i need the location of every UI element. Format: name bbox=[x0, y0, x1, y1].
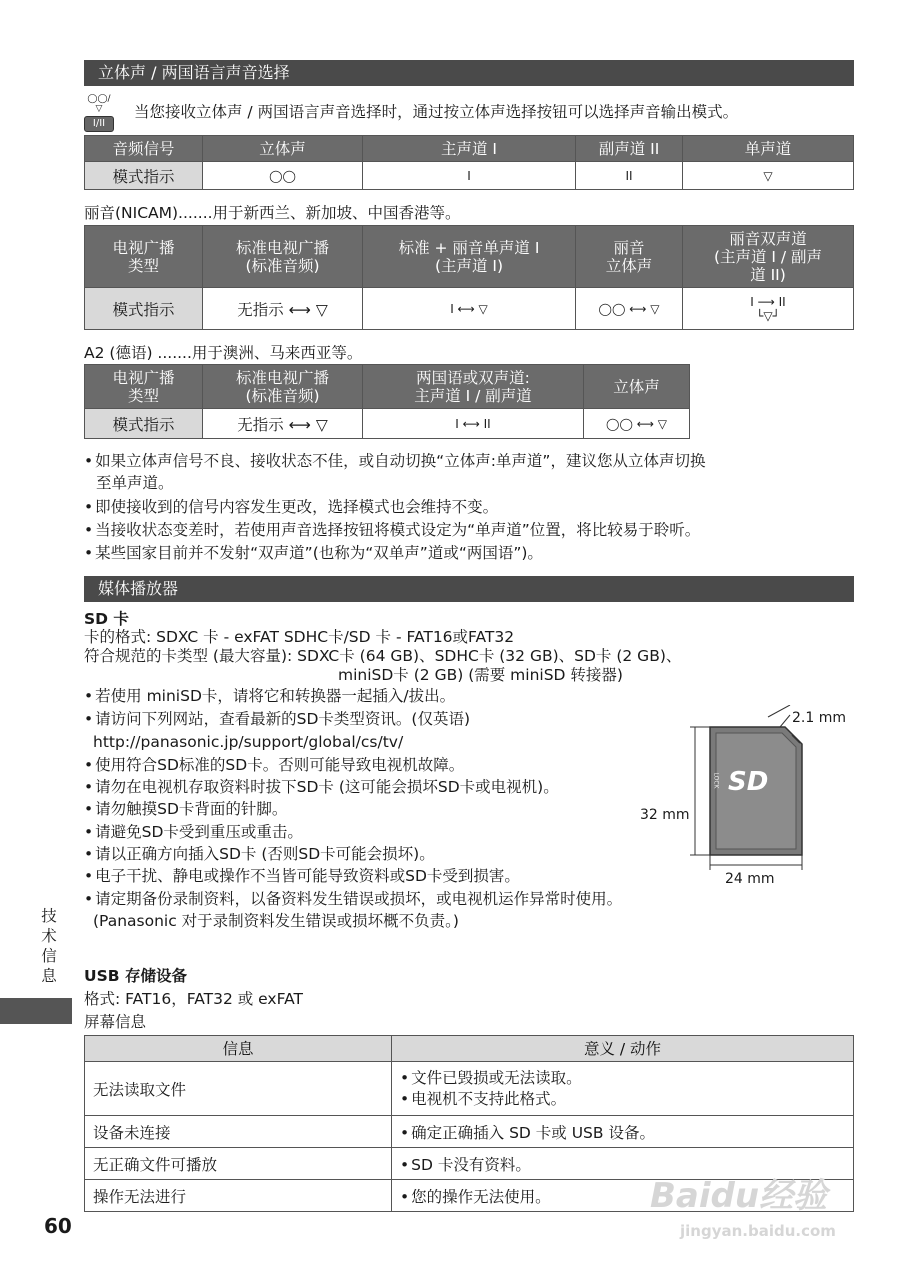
side-tab-label: 技 术 信 息 bbox=[41, 907, 57, 985]
note-item: • 如果立体声信号不良、接收状态不佳，或自动切换“立体声:单声道”，建议您从立体声切换 bbox=[84, 451, 705, 471]
sd-note: • 若使用 miniSD卡，请将它和转换器一起插入/拔出。 bbox=[84, 686, 455, 706]
height-label: 32 mm bbox=[640, 807, 690, 823]
side-tab-marker bbox=[0, 998, 72, 1024]
sd-note-cont: (Panasonic 对于录制资料发生错误或损坏概不负责。) bbox=[93, 912, 459, 930]
msg-cell: 操作无法进行 bbox=[85, 1180, 392, 1212]
a2-table bbox=[84, 364, 690, 439]
thickness-label: 2.1 mm bbox=[792, 710, 846, 726]
row-label-mode: 模式指示 bbox=[85, 288, 203, 330]
sd-types-cont: miniSD卡 (2 GB) (需要 miniSD 转接器) bbox=[338, 666, 623, 684]
th-standard: 标准电视广播 (标准音频) bbox=[203, 365, 363, 409]
sd-card-illustration bbox=[640, 705, 860, 890]
a2-title: A2 (德语) .......用于澳洲、马来西亚等。 bbox=[84, 344, 363, 362]
th-audio-signal: 音频信号 bbox=[85, 136, 203, 162]
th-nicam-mono: 标准 + 丽音单声道 I (主声道 I) bbox=[363, 226, 576, 288]
note-item: • 即使接收到的信号内容发生更改，选择模式也会维持不变。 bbox=[84, 497, 498, 517]
cell-dual-mode: I ⟷ II bbox=[363, 409, 584, 439]
note-item: • 当接收状态变差时，若使用声音选择按钮将模式设定为“单声道”位置，将比较易于聆听。 bbox=[84, 520, 700, 540]
th-stereo: 立体声 bbox=[203, 136, 363, 162]
action-item: • 确定正确插入 SD 卡或 USB 设备。 bbox=[392, 1116, 854, 1148]
usb-title bbox=[84, 966, 187, 986]
th-standard: 标准电视广播 (标准音频) bbox=[203, 226, 363, 288]
action-item: • 文件已毁损或无法读取。 bbox=[400, 1068, 853, 1089]
cell-mono-symbol: ▽ bbox=[683, 162, 854, 190]
stereo-intro: 当您接收立体声 / 两国语言声音选择时，通过按立体声选择按钮可以选择声音输出模式。 bbox=[134, 103, 739, 121]
section-header-media: 媒体播放器 bbox=[84, 576, 854, 602]
msg-cell: 设备未连接 bbox=[85, 1116, 392, 1148]
stereo-select-button-icon bbox=[84, 94, 114, 129]
table-row bbox=[85, 1062, 854, 1116]
th-dual-channel: 两国语或双声道: 主声道 I / 副声道 bbox=[363, 365, 584, 409]
action-item: • SD 卡没有资料。 bbox=[392, 1148, 854, 1180]
screen-info-title: 屏幕信息 bbox=[84, 1013, 147, 1031]
page-number: 60 bbox=[44, 1214, 72, 1238]
cell-standard-mode: 无指示 ⟷ ▽ bbox=[203, 288, 363, 330]
sd-note: • 请访问下列网站，查看最新的SD卡类型资讯。(仅英语) bbox=[84, 709, 470, 729]
cell-nicam-stereo-mode: ◯◯ ⟷ ▽ bbox=[576, 288, 683, 330]
usb-format: 格式: FAT16，FAT32 或 exFAT bbox=[84, 990, 303, 1008]
sd-note: • 请勿触摸SD卡背面的针脚。 bbox=[84, 799, 287, 819]
note-item-cont: 至单声道。 bbox=[96, 474, 174, 492]
th-message: 信息 bbox=[85, 1036, 392, 1062]
action-item: • 电视机不支持此格式。 bbox=[400, 1089, 853, 1110]
nicam-table bbox=[84, 225, 854, 330]
sd-note: • 使用符合SD标准的SD卡。否则可能导致电视机故障。 bbox=[84, 755, 464, 775]
cell-stereo-mode: ◯◯ ⟷ ▽ bbox=[584, 409, 690, 439]
cell-nicam-dual-mode: I ⟶ II └▽┘ bbox=[683, 288, 854, 330]
th-broadcast-type: 电视广播 类型 bbox=[85, 365, 203, 409]
sd-note: • 请以正确方向插入SD卡 (否则SD卡可能会损坏)。 bbox=[84, 844, 435, 864]
th-sub-channel: 副声道 II bbox=[576, 136, 683, 162]
msg-cell: 无正确文件可播放 bbox=[85, 1148, 392, 1180]
th-nicam-dual: 丽音双声道 (主声道 I / 副声 道 II) bbox=[683, 226, 854, 288]
sd-title: SD 卡 bbox=[84, 610, 129, 628]
sd-note: • 电子干扰、静电或操作不当皆可能导致资料或SD卡受到损害。 bbox=[84, 866, 520, 886]
sd-card-svg bbox=[640, 705, 860, 890]
th-meaning: 意义 / 动作 bbox=[392, 1036, 854, 1062]
th-broadcast-type: 电视广播 类型 bbox=[85, 226, 203, 288]
cell-standard-mode: 无指示 ⟷ ▽ bbox=[203, 409, 363, 439]
watermark-brand: Baidu经验 bbox=[650, 1176, 828, 1216]
icon-caption: ◯◯/▽ bbox=[87, 94, 111, 114]
nicam-title: 丽音(NICAM).......用于新西兰、新加坡、中国香港等。 bbox=[84, 204, 461, 222]
action-cell bbox=[392, 1062, 854, 1116]
th-nicam-stereo: 丽音 立体声 bbox=[576, 226, 683, 288]
cell-sub-symbol: II bbox=[576, 162, 683, 190]
width-label: 24 mm bbox=[725, 871, 775, 887]
th-mono: 单声道 bbox=[683, 136, 854, 162]
note-item: • 某些国家目前并不发射“双声道”(也称为“双单声”道或“两国语”)。 bbox=[84, 543, 543, 563]
watermark-url: jingyan.baidu.com bbox=[680, 1222, 836, 1240]
sd-note: • 请勿在电视机存取资料时拔下SD卡 (这可能会损坏SD卡或电视机)。 bbox=[84, 777, 559, 797]
row-label-mode: 模式指示 bbox=[85, 409, 203, 439]
sd-logo: SD bbox=[728, 767, 769, 797]
section-header-stereo: 立体声 / 两国语言声音选择 bbox=[84, 60, 854, 86]
sd-types: 符合规范的卡类型 (最大容量): SDXC卡 (64 GB)、SDHC卡 (32 GB)、SD卡 (2 GB)、 bbox=[84, 647, 682, 665]
cell-nicam-mono-mode: I ⟷ ▽ bbox=[363, 288, 576, 330]
sd-format: 卡的格式: SDXC 卡 - exFAT SDHC卡/SD 卡 - FAT16或FAT32 bbox=[84, 628, 515, 646]
sd-note: • 请定期备份录制资料，以备资料发生错误或损坏，或电视机运作异常时使用。 bbox=[84, 889, 622, 909]
msg-cell: 无法读取文件 bbox=[85, 1062, 392, 1116]
support-url[interactable]: http://panasonic.jp/support/global/cs/tv/ bbox=[93, 733, 404, 751]
cell-main-symbol: I bbox=[363, 162, 576, 190]
usb-title-text: USB 存储设备 bbox=[84, 967, 187, 985]
th-main-channel: 主声道 I bbox=[363, 136, 576, 162]
th-stereo: 立体声 bbox=[584, 365, 690, 409]
action-item: • 您的操作无法使用。 bbox=[392, 1180, 854, 1212]
sd-note: • 请避免SD卡受到重压或重击。 bbox=[84, 822, 303, 842]
audio-signal-table bbox=[84, 135, 854, 190]
icon-label: I/II bbox=[84, 116, 114, 132]
row-label-mode: 模式指示 bbox=[85, 162, 203, 190]
table-row bbox=[85, 1116, 854, 1148]
cell-stereo-symbol: ◯◯ bbox=[203, 162, 363, 190]
lock-label: LOCK bbox=[712, 772, 720, 789]
